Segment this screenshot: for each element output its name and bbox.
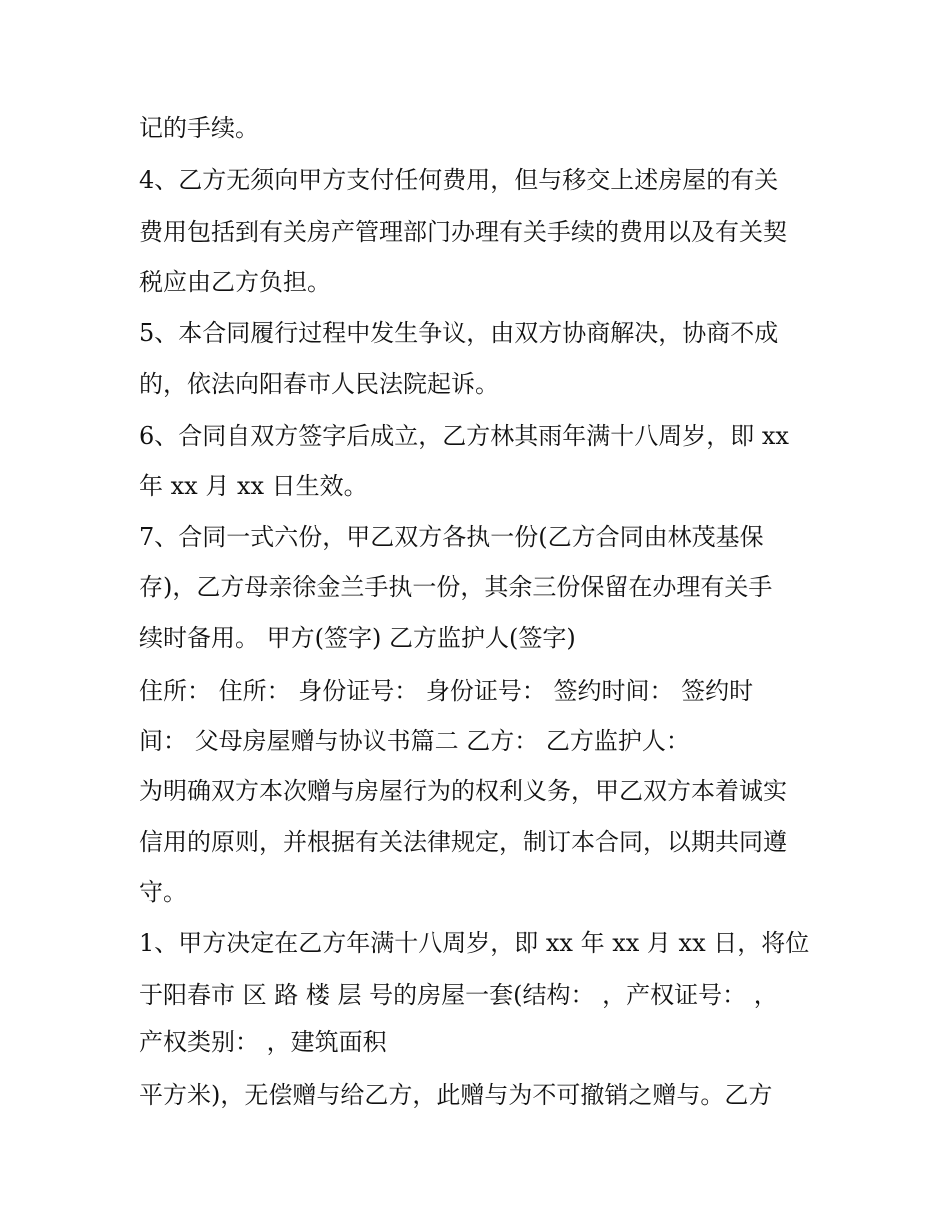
- text-line: 记的手续。: [139, 114, 259, 142]
- text-line: 于阳春市 区 路 楼 层 号的房屋一套(结构： ，产权证号： ，: [139, 981, 778, 1009]
- text-line: 费用包括到有关房产管理部门办理有关手续的费用以及有关契: [139, 218, 787, 246]
- text-line: 平方米)，无偿赠与给乙方，此赠与为不可撤销之赠与。乙方: [139, 1081, 773, 1109]
- text-line: 7、合同一式六份，甲乙双方各执一份(乙方合同由林茂基保: [139, 523, 764, 551]
- text-line: 住所： 住所： 身份证号： 身份证号： 签约时间： 签约时: [139, 677, 754, 705]
- text-line: 守。: [139, 878, 187, 906]
- text-line: 4、乙方无须向甲方支付任何费用，但与移交上述房屋的有关: [139, 166, 779, 194]
- text-line: 为明确双方本次赠与房屋行为的权利义务，甲乙双方本着诚实: [139, 777, 787, 805]
- text-line: 6、合同自双方签字后成立，乙方林其雨年满十八周岁，即 xx: [139, 422, 789, 450]
- text-line: 续时备用。 甲方(签字) 乙方监护人(签字): [139, 624, 576, 652]
- text-line: 的，依法向阳春市人民法院起诉。: [139, 370, 499, 398]
- text-line: 1、甲方决定在乙方年满十八周岁，即 xx 年 xx 月 xx 日，将位: [139, 929, 810, 957]
- text-line: 信用的原则，并根据有关法律规定，制订本合同，以期共同遵: [139, 828, 787, 856]
- text-line: 产权类别： ，建筑面积: [139, 1028, 387, 1056]
- text-line: 存)，乙方母亲徐金兰手执一份，其余三份保留在办理有关手: [139, 573, 773, 601]
- text-line: 年 xx 月 xx 日生效。: [139, 472, 368, 500]
- text-line: 5、本合同履行过程中发生争议，由双方协商解决，协商不成: [139, 319, 779, 347]
- text-line: 税应由乙方负担。: [139, 268, 331, 296]
- text-line: 间： 父母房屋赠与协议书篇二 乙方： 乙方监护人：: [139, 727, 690, 755]
